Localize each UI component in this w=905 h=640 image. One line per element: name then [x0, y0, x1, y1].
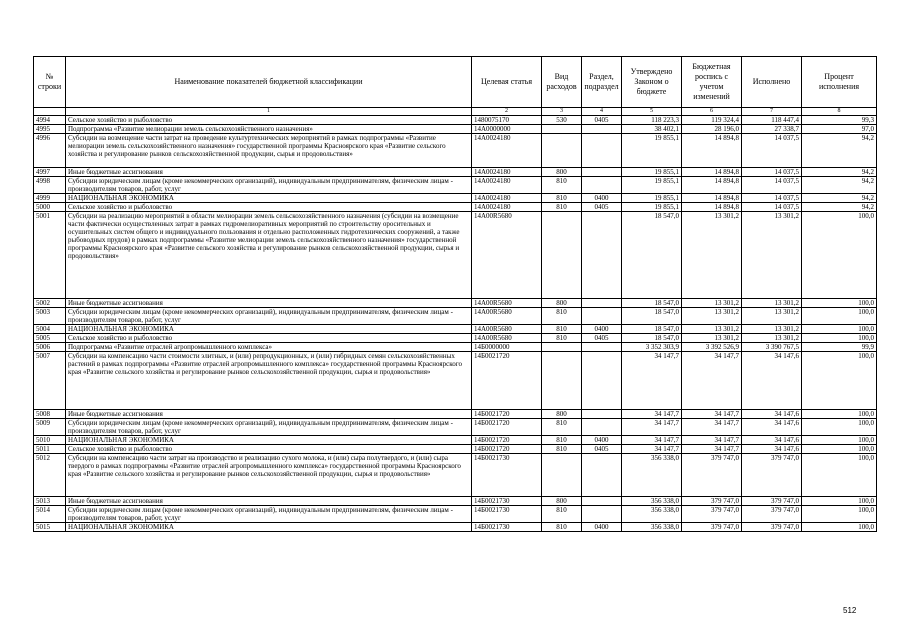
row-number: 4996	[34, 134, 66, 168]
approved-amount: 356 338,0	[622, 454, 682, 497]
table-row	[34, 177, 877, 194]
expense-type: 810	[542, 523, 582, 532]
column-number	[34, 108, 66, 116]
indicator-name: Субсидии юридическим лицам (кроме некоммерческих организаций), индивидуальным предпринимателям, физическим лицам - производителям товаров, работ, услуг	[66, 177, 472, 194]
executed-amount: 13 301,2	[742, 334, 802, 343]
section-code: 0400	[582, 325, 622, 334]
target-article: 14А00R5680	[472, 308, 542, 325]
approved-amount: 18 547,0	[622, 325, 682, 334]
row-number: 5000	[34, 203, 66, 212]
indicator-name: Субсидии на компенсацию части стоимости элитных, и (или) репродукционных, и (или) гибридных семян сельскохозяйственных растений в рамках подпрограммы «Развитие отраслей агропромышленного комплекса» государственной программы Красноярского края «Развитие сельского хозяйства и регулирование рынков сельскохозяйственной продукции, сырья и продовольствия»	[66, 352, 472, 410]
approved-amount: 34 147,7	[622, 436, 682, 445]
approved-amount: 34 147,7	[622, 419, 682, 436]
target-article: 14Б0021720	[472, 436, 542, 445]
executed-amount: 14 037,5	[742, 177, 802, 194]
target-article: 14А0024180	[472, 177, 542, 194]
section-code: 0405	[582, 203, 622, 212]
row-number: 5001	[34, 212, 66, 299]
executed-amount: 34 147,6	[742, 419, 802, 436]
column-number: 6	[682, 108, 742, 116]
budget-list-amount: 13 301,2	[682, 334, 742, 343]
table-row	[34, 116, 877, 125]
approved-amount: 18 547,0	[622, 334, 682, 343]
expense-type: 810	[542, 308, 582, 325]
row-number: 4995	[34, 125, 66, 134]
budget-list-amount: 379 747,0	[682, 523, 742, 532]
table-row	[34, 308, 877, 325]
approved-amount: 18 547,0	[622, 299, 682, 308]
header-budget-list: Бюджетная роспись с учетом изменений	[682, 57, 742, 108]
header-executed: Исполнено	[742, 57, 802, 108]
table-row	[34, 125, 877, 134]
executed-amount: 3 390 767,5	[742, 343, 802, 352]
execution-percent: 94,2	[802, 134, 877, 168]
approved-amount: 356 338,0	[622, 523, 682, 532]
target-article: 14Б0021730	[472, 497, 542, 506]
execution-percent: 100,0	[802, 497, 877, 506]
indicator-name: Подпрограмма «Развитие отраслей агропромышленного комплекса»	[66, 343, 472, 352]
section-code	[582, 352, 622, 410]
budget-list-amount: 13 301,2	[682, 299, 742, 308]
budget-list-amount: 14 894,8	[682, 194, 742, 203]
target-article: 1480075170	[472, 116, 542, 125]
target-article: 14Б0000000	[472, 343, 542, 352]
row-number: 5005	[34, 334, 66, 343]
table-row	[34, 497, 877, 506]
row-number: 5002	[34, 299, 66, 308]
header-row-number: № строки	[34, 57, 66, 108]
executed-amount: 14 037,5	[742, 168, 802, 177]
row-number: 5012	[34, 454, 66, 497]
table-row	[34, 212, 877, 299]
expense-type: 800	[542, 168, 582, 177]
section-code	[582, 168, 622, 177]
executed-amount: 34 147,6	[742, 436, 802, 445]
indicator-name: Иные бюджетные ассигнования	[66, 410, 472, 419]
target-article: 14Б0021730	[472, 523, 542, 532]
budget-list-amount: 34 147,7	[682, 419, 742, 436]
execution-percent: 94,2	[802, 203, 877, 212]
indicator-name: Сельское хозяйство и рыболовство	[66, 445, 472, 454]
target-article: 14А00R5680	[472, 334, 542, 343]
row-number: 5008	[34, 410, 66, 419]
executed-amount: 27 338,7	[742, 125, 802, 134]
indicator-name: НАЦИОНАЛЬНАЯ ЭКОНОМИКА	[66, 523, 472, 532]
row-number: 5007	[34, 352, 66, 410]
approved-amount: 34 147,7	[622, 445, 682, 454]
approved-amount: 18 547,0	[622, 212, 682, 299]
budget-list-amount: 14 894,8	[682, 177, 742, 194]
row-number: 5014	[34, 506, 66, 523]
approved-amount: 356 338,0	[622, 497, 682, 506]
target-article: 14А00R5680	[472, 212, 542, 299]
section-code	[582, 410, 622, 419]
row-number: 4997	[34, 168, 66, 177]
expense-type	[542, 454, 582, 497]
table-row	[34, 445, 877, 454]
row-number: 5015	[34, 523, 66, 532]
indicator-name: Субсидии на возмещение части затрат на проведение культуртехнических мероприятий в рамках подпрограммы «Развитие мелиорации земель сельскохозяйственного назначения» государственной программы Красноярского края «Развитие сельского хозяйства и регулирование рынков сельскохозяйственной продукции, сырья и продовольствия»	[66, 134, 472, 168]
header-approved: Утверждено Законом о бюджете	[622, 57, 682, 108]
table-row	[34, 454, 877, 497]
expense-type: 810	[542, 419, 582, 436]
budget-list-amount: 119 324,4	[682, 116, 742, 125]
indicator-name: Субсидии юридическим лицам (кроме некоммерческих организаций), индивидуальным предпринимателям, физическим лицам - производителям товаров, работ, услуг	[66, 419, 472, 436]
expense-type: 800	[542, 410, 582, 419]
expense-type	[542, 212, 582, 299]
row-number: 5009	[34, 419, 66, 436]
approved-amount: 18 547,0	[622, 308, 682, 325]
column-number: 5	[622, 108, 682, 116]
expense-type: 810	[542, 203, 582, 212]
expense-type	[542, 125, 582, 134]
indicator-name: Сельское хозяйство и рыболовство	[66, 203, 472, 212]
execution-percent: 100,0	[802, 454, 877, 497]
approved-amount: 19 855,1	[622, 168, 682, 177]
executed-amount: 13 301,2	[742, 212, 802, 299]
target-article: 14Б0021730	[472, 506, 542, 523]
table-row	[34, 523, 877, 532]
expense-type: 810	[542, 334, 582, 343]
executed-amount: 379 747,0	[742, 506, 802, 523]
row-number: 5010	[34, 436, 66, 445]
row-number: 5006	[34, 343, 66, 352]
section-code: 0400	[582, 436, 622, 445]
indicator-name: Подпрограмма «Развитие мелиорации земель сельскохозяйственного назначения»	[66, 125, 472, 134]
table-row	[34, 419, 877, 436]
executed-amount: 379 747,0	[742, 454, 802, 497]
executed-amount: 34 147,6	[742, 410, 802, 419]
indicator-name: Субсидии юридическим лицам (кроме некоммерческих организаций), индивидуальным предпринимателям, физическим лицам - производителям товаров, работ, услуг	[66, 506, 472, 523]
table-body	[34, 116, 877, 532]
execution-percent: 100,0	[802, 352, 877, 410]
approved-amount: 34 147,7	[622, 352, 682, 410]
executed-amount: 13 301,2	[742, 325, 802, 334]
expense-type	[542, 343, 582, 352]
execution-percent: 100,0	[802, 419, 877, 436]
table-row	[34, 299, 877, 308]
header-target-article: Целевая статья	[472, 57, 542, 108]
executed-amount: 34 147,6	[742, 445, 802, 454]
page-number: 512	[843, 606, 857, 615]
row-number: 5013	[34, 497, 66, 506]
header-section: Раздел, подраздел	[582, 57, 622, 108]
section-code	[582, 299, 622, 308]
budget-list-amount: 28 196,0	[682, 125, 742, 134]
expense-type: 810	[542, 506, 582, 523]
column-number: 8	[802, 108, 877, 116]
execution-percent: 94,2	[802, 177, 877, 194]
header-expense-type: Вид расходов	[542, 57, 582, 108]
budget-list-amount: 14 894,8	[682, 203, 742, 212]
expense-type: 810	[542, 177, 582, 194]
indicator-name: НАЦИОНАЛЬНАЯ ЭКОНОМИКА	[66, 325, 472, 334]
column-number: 7	[742, 108, 802, 116]
section-code	[582, 343, 622, 352]
expense-type: 530	[542, 116, 582, 125]
section-code	[582, 454, 622, 497]
execution-percent: 100,0	[802, 436, 877, 445]
column-number: 1	[66, 108, 472, 116]
table-row	[34, 203, 877, 212]
budget-list-amount: 34 147,7	[682, 352, 742, 410]
section-code: 0405	[582, 334, 622, 343]
target-article: 14А0024180	[472, 203, 542, 212]
indicator-name: Субсидии на реализацию мероприятий в области мелиорации земель сельскохозяйственного назначения (субсидии на возмещение части фактически осуществленных затрат в рамках гидромелиоративных мероприятий по строительству оросительных и осушительных систем общего и индивидуального пользования и отдельно расположенных гидротехнических сооружений, а также рыбоводных прудов) в рамках подпрограммы «Развитие мелиорации земель сельскохозяйственного назначения» государственной программы Красноярского края «Развитие сельского хозяйства и регулирование рынков сельскохозяйственной продукции, сырья и продовольствия»	[66, 212, 472, 299]
execution-percent: 100,0	[802, 334, 877, 343]
budget-list-amount: 13 301,2	[682, 308, 742, 325]
budget-list-amount: 13 301,2	[682, 212, 742, 299]
budget-list-amount: 379 747,0	[682, 497, 742, 506]
expense-type: 810	[542, 325, 582, 334]
approved-amount: 19 855,1	[622, 134, 682, 168]
expense-type: 810	[542, 436, 582, 445]
table-row	[34, 194, 877, 203]
approved-amount: 356 338,0	[622, 506, 682, 523]
row-number: 5003	[34, 308, 66, 325]
target-article: 14А0000000	[472, 125, 542, 134]
expense-type: 810	[542, 445, 582, 454]
expense-type: 800	[542, 497, 582, 506]
table-row	[34, 343, 877, 352]
table-row	[34, 352, 877, 410]
budget-execution-table	[33, 56, 877, 532]
table-header-row	[34, 57, 877, 108]
target-article: 14А00R5680	[472, 299, 542, 308]
executed-amount: 118 447,4	[742, 116, 802, 125]
table-row	[34, 134, 877, 168]
execution-percent: 100,0	[802, 308, 877, 325]
row-number: 4994	[34, 116, 66, 125]
execution-percent: 94,2	[802, 168, 877, 177]
execution-percent: 97,0	[802, 125, 877, 134]
table-row	[34, 410, 877, 419]
section-code	[582, 497, 622, 506]
header-indicator-name: Наименование показателей бюджетной классификации	[66, 57, 472, 108]
table-row	[34, 334, 877, 343]
budget-list-amount: 379 747,0	[682, 506, 742, 523]
section-code	[582, 419, 622, 436]
section-code	[582, 506, 622, 523]
table-row	[34, 325, 877, 334]
column-number: 2	[472, 108, 542, 116]
target-article: 14А00R5680	[472, 325, 542, 334]
section-code: 0400	[582, 523, 622, 532]
expense-type	[542, 352, 582, 410]
budget-list-amount: 34 147,7	[682, 436, 742, 445]
section-code	[582, 308, 622, 325]
row-number: 5004	[34, 325, 66, 334]
execution-percent: 100,0	[802, 523, 877, 532]
section-code	[582, 134, 622, 168]
header-percent: Процент исполнения	[802, 57, 877, 108]
expense-type	[542, 134, 582, 168]
execution-percent: 99,9	[802, 343, 877, 352]
budget-list-amount: 14 894,8	[682, 168, 742, 177]
approved-amount: 38 402,1	[622, 125, 682, 134]
target-article: 14А0024180	[472, 134, 542, 168]
execution-percent: 100,0	[802, 212, 877, 299]
executed-amount: 14 037,5	[742, 203, 802, 212]
column-number: 4	[582, 108, 622, 116]
budget-list-amount: 13 301,2	[682, 325, 742, 334]
execution-percent: 100,0	[802, 445, 877, 454]
target-article: 14Б0021720	[472, 410, 542, 419]
execution-percent: 100,0	[802, 299, 877, 308]
section-code: 0405	[582, 445, 622, 454]
indicator-name: Иные бюджетные ассигнования	[66, 168, 472, 177]
budget-list-amount: 379 747,0	[682, 454, 742, 497]
target-article: 14Б0021720	[472, 352, 542, 410]
approved-amount: 3 352 303,9	[622, 343, 682, 352]
expense-type: 800	[542, 299, 582, 308]
indicator-name: НАЦИОНАЛЬНАЯ ЭКОНОМИКА	[66, 194, 472, 203]
indicator-name: НАЦИОНАЛЬНАЯ ЭКОНОМИКА	[66, 436, 472, 445]
indicator-name: Сельское хозяйство и рыболовство	[66, 334, 472, 343]
executed-amount: 13 301,2	[742, 299, 802, 308]
executed-amount: 34 147,6	[742, 352, 802, 410]
executed-amount: 14 037,5	[742, 134, 802, 168]
indicator-name: Иные бюджетные ассигнования	[66, 497, 472, 506]
column-number: 3	[542, 108, 582, 116]
row-number: 5011	[34, 445, 66, 454]
column-number-row	[34, 108, 877, 116]
budget-list-amount: 14 894,8	[682, 134, 742, 168]
section-code: 0400	[582, 194, 622, 203]
indicator-name: Субсидии юридическим лицам (кроме некоммерческих организаций), индивидуальным предпринимателям, физическим лицам - производителям товаров, работ, услуг	[66, 308, 472, 325]
table-row	[34, 436, 877, 445]
indicator-name: Сельское хозяйство и рыболовство	[66, 116, 472, 125]
target-article: 14А0024180	[472, 194, 542, 203]
target-article: 14А0024180	[472, 168, 542, 177]
approved-amount: 118 223,3	[622, 116, 682, 125]
execution-percent: 100,0	[802, 506, 877, 523]
approved-amount: 19 855,1	[622, 194, 682, 203]
budget-list-amount: 34 147,7	[682, 410, 742, 419]
executed-amount: 13 301,2	[742, 308, 802, 325]
execution-percent: 94,2	[802, 194, 877, 203]
budget-list-amount: 34 147,7	[682, 445, 742, 454]
budget-list-amount: 3 392 526,9	[682, 343, 742, 352]
section-code	[582, 212, 622, 299]
row-number: 4998	[34, 177, 66, 194]
table-row	[34, 506, 877, 523]
execution-percent: 100,0	[802, 410, 877, 419]
approved-amount: 19 855,1	[622, 203, 682, 212]
approved-amount: 19 855,1	[622, 177, 682, 194]
section-code: 0405	[582, 116, 622, 125]
approved-amount: 34 147,7	[622, 410, 682, 419]
executed-amount: 14 037,5	[742, 194, 802, 203]
section-code	[582, 177, 622, 194]
executed-amount: 379 747,0	[742, 497, 802, 506]
executed-amount: 379 747,0	[742, 523, 802, 532]
indicator-name: Субсидии на компенсацию части затрат на производство и реализацию сухого молока, и (или) сыра полутвердого, и (или) сыра твердого в рамках подпрограммы «Развитие отраслей агропромышленного комплекса» государственной программы Красноярского края «Развитие сельского хозяйства и регулирование рынков сельскохозяйственной продукции, сырья и продовольствия»	[66, 454, 472, 497]
target-article: 14Б0021720	[472, 445, 542, 454]
expense-type: 810	[542, 194, 582, 203]
section-code	[582, 125, 622, 134]
target-article: 14Б0021720	[472, 419, 542, 436]
execution-percent: 100,0	[802, 325, 877, 334]
row-number: 4999	[34, 194, 66, 203]
table-row	[34, 168, 877, 177]
target-article: 14Б0021730	[472, 454, 542, 497]
indicator-name: Иные бюджетные ассигнования	[66, 299, 472, 308]
execution-percent: 99,3	[802, 116, 877, 125]
